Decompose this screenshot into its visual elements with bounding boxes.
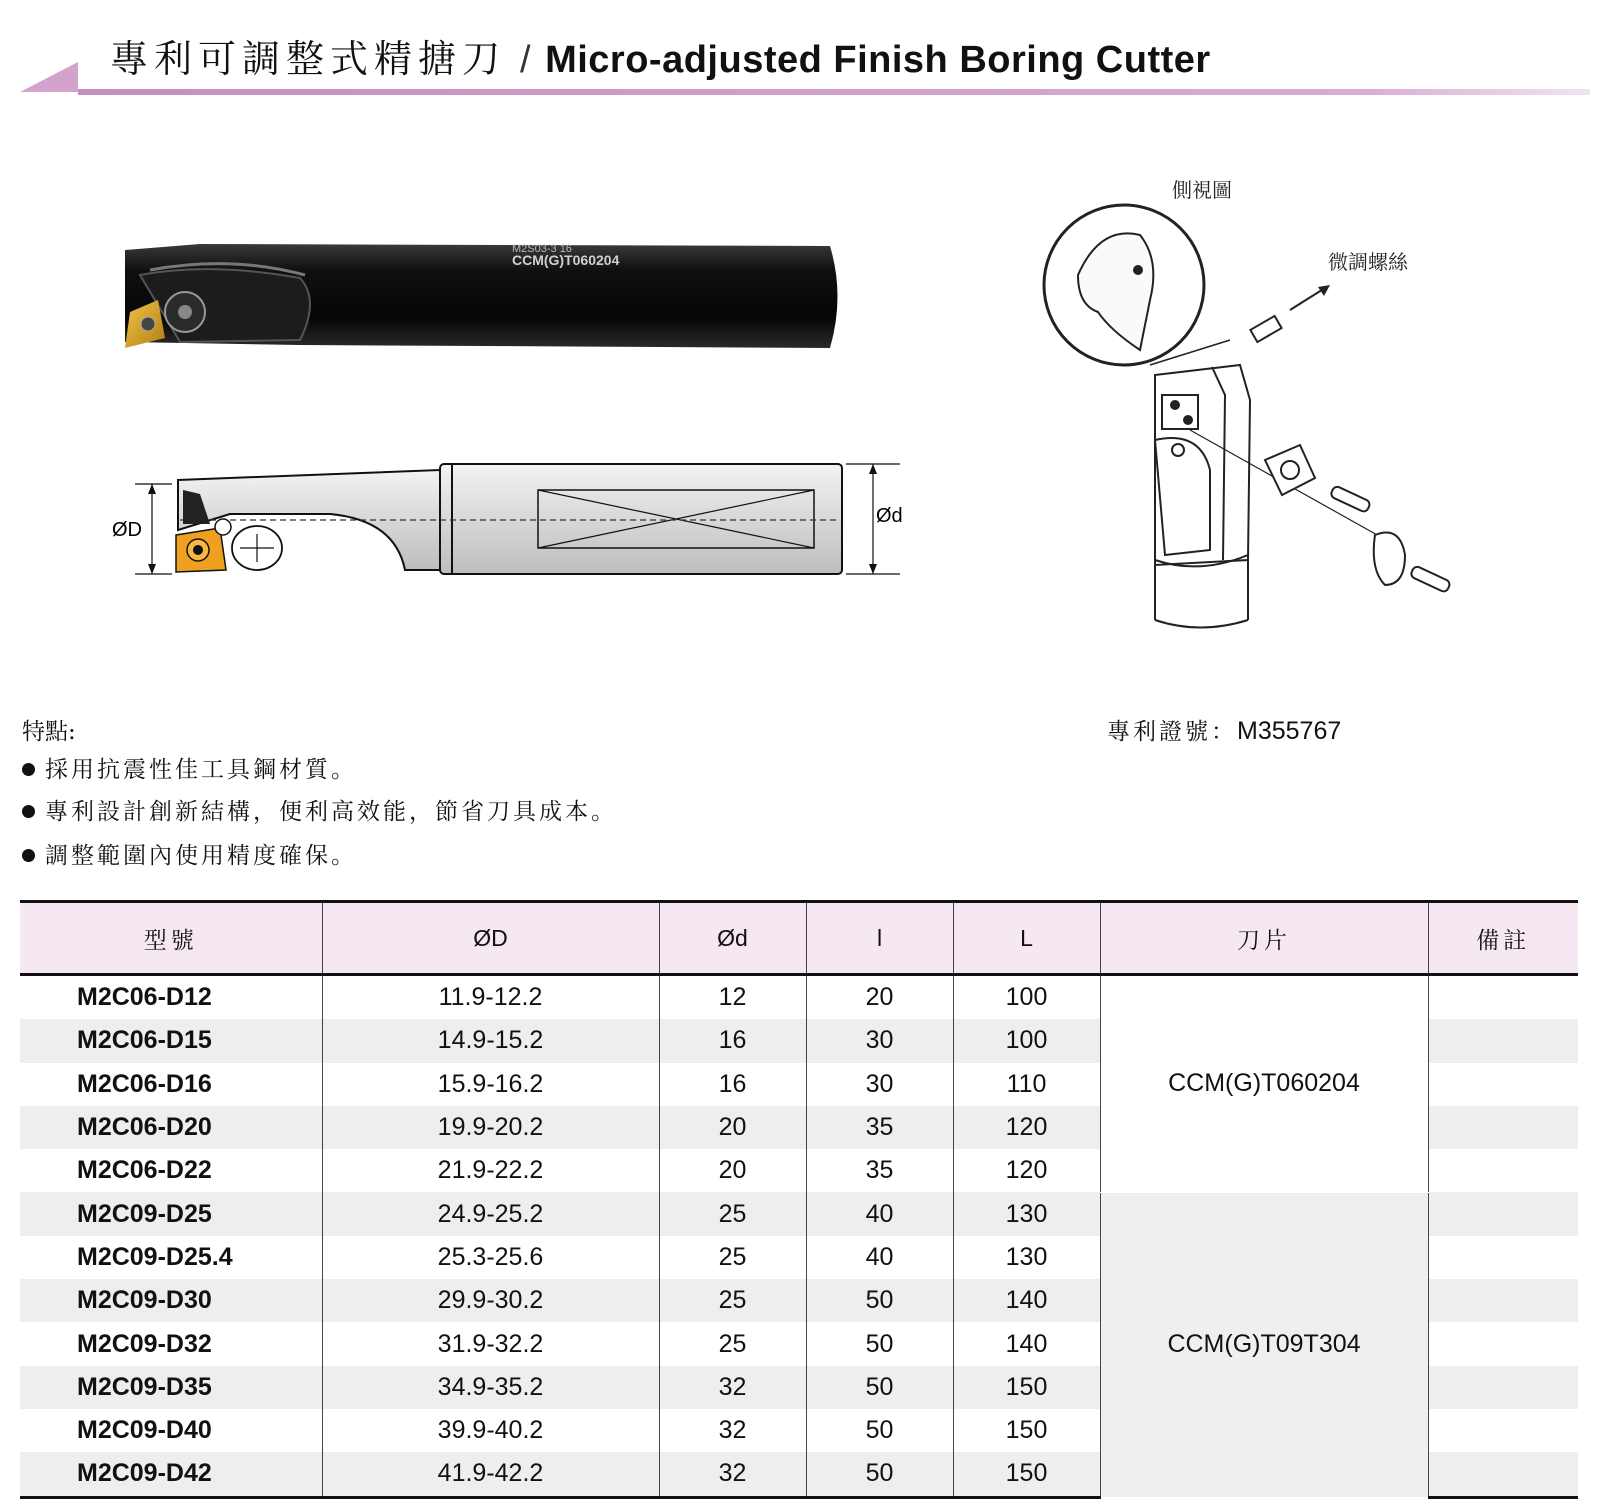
cell-D: 39.9-40.2 bbox=[322, 1409, 659, 1452]
features-section bbox=[22, 713, 617, 869]
col-header-D: ØD bbox=[322, 902, 659, 975]
cell-remarks bbox=[1428, 1279, 1578, 1322]
cell-model: M2C09-D42 bbox=[20, 1452, 322, 1497]
title-separator: / bbox=[520, 39, 532, 81]
cell-D: 41.9-42.2 bbox=[322, 1452, 659, 1497]
cell-l: 50 bbox=[806, 1279, 953, 1322]
cell-remarks bbox=[1428, 1019, 1578, 1062]
cell-L: 150 bbox=[953, 1366, 1100, 1409]
page-title bbox=[110, 28, 1211, 83]
cell-remarks bbox=[1428, 1063, 1578, 1106]
col-header-L: L bbox=[953, 902, 1100, 975]
col-header-insert: 刀片 bbox=[1100, 902, 1428, 975]
photo-marking-2: CCM(G)T060204 bbox=[512, 252, 620, 268]
cell-remarks bbox=[1428, 1452, 1578, 1497]
cell-l: 50 bbox=[806, 1322, 953, 1365]
cell-l: 30 bbox=[806, 1019, 953, 1062]
cell-l: 20 bbox=[806, 975, 953, 1020]
cell-D: 21.9-22.2 bbox=[322, 1149, 659, 1192]
spec-table bbox=[20, 900, 1578, 1499]
cell-D: 14.9-15.2 bbox=[322, 1019, 659, 1062]
label-side-view: 側視圖 bbox=[1172, 178, 1232, 202]
cell-model: M2C06-D22 bbox=[77, 1156, 212, 1185]
photo-marking-1: M2S03-3 16 bbox=[512, 243, 572, 255]
cell-model: M2C09-D32 bbox=[77, 1329, 212, 1358]
patent-label: 專利證號： bbox=[1107, 719, 1237, 745]
cell-L: 120 bbox=[953, 1149, 1100, 1192]
cell-model: M2C09-D40 bbox=[77, 1416, 212, 1445]
title-zh: 專利可調整式精搪刀 bbox=[110, 37, 507, 81]
label-D: ØD bbox=[112, 519, 142, 541]
cell-remarks bbox=[1428, 1322, 1578, 1365]
patent-value: M355767 bbox=[1237, 717, 1342, 745]
cell-L: 110 bbox=[953, 1063, 1100, 1106]
cell-d: 32 bbox=[659, 1452, 806, 1497]
cell-D: 34.9-35.2 bbox=[322, 1366, 659, 1409]
title-en: Micro-adjusted Finish Boring Cutter bbox=[545, 39, 1211, 81]
col-header-l: l bbox=[806, 902, 953, 975]
cell-remarks bbox=[1428, 1236, 1578, 1279]
cell-d: 25 bbox=[659, 1192, 806, 1235]
features-label: 特點: bbox=[22, 719, 76, 745]
cell-l: 50 bbox=[806, 1452, 953, 1497]
product-photo bbox=[125, 243, 838, 348]
bullet-icon bbox=[22, 805, 35, 818]
drawings-area bbox=[0, 120, 1600, 680]
spec-table-body bbox=[20, 975, 1578, 1498]
cell-L: 130 bbox=[953, 1192, 1100, 1235]
cell-model: M2C09-D35 bbox=[20, 1366, 322, 1409]
cell-D: 19.9-20.2 bbox=[322, 1106, 659, 1149]
cell-L: 140 bbox=[953, 1279, 1100, 1322]
cell-insert: CCM(G)T060204 bbox=[1100, 975, 1428, 1193]
cell-D: 11.9-12.2 bbox=[322, 975, 659, 1020]
cell-d: 25 bbox=[659, 1279, 806, 1322]
cell-L: 100 bbox=[953, 1019, 1100, 1062]
table-header-row bbox=[20, 902, 1578, 975]
feature-item: 調整範圍內使用精度確保。 bbox=[22, 837, 357, 870]
cell-D: 29.9-30.2 bbox=[322, 1279, 659, 1322]
col-header-d: Ød bbox=[659, 902, 806, 975]
cell-L: 100 bbox=[953, 975, 1100, 1020]
cell-remarks bbox=[1428, 1106, 1578, 1149]
cell-L: 120 bbox=[953, 1106, 1100, 1149]
cell-model: M2C06-D16 bbox=[77, 1069, 212, 1098]
side-view-drawing bbox=[1044, 178, 1451, 628]
drawings-svg bbox=[0, 120, 1600, 680]
cell-model: M2C09-D25.4 bbox=[77, 1242, 233, 1271]
cell-d: 20 bbox=[659, 1149, 806, 1192]
cell-l: 30 bbox=[806, 1063, 953, 1106]
bullet-icon bbox=[22, 763, 35, 776]
cell-D: 24.9-25.2 bbox=[322, 1192, 659, 1235]
cell-l: 40 bbox=[806, 1192, 953, 1235]
cell-model: M2C06-D15 bbox=[20, 1019, 322, 1062]
cell-l: 35 bbox=[806, 1106, 953, 1149]
feature-item: 採用抗震性佳工具鋼材質。 bbox=[22, 751, 357, 784]
table-row bbox=[20, 975, 1578, 1020]
cell-D: 25.3-25.6 bbox=[322, 1236, 659, 1279]
cell-d: 16 bbox=[659, 1019, 806, 1062]
cell-l: 50 bbox=[806, 1366, 953, 1409]
page-header bbox=[0, 0, 1600, 100]
cell-model: M2C06-D20 bbox=[20, 1106, 322, 1149]
cell-D: 31.9-32.2 bbox=[322, 1322, 659, 1365]
dimension-drawing bbox=[112, 464, 903, 574]
feature-item: 專利設計創新結構，便利高效能，節省刀具成本。 bbox=[22, 793, 617, 826]
cell-d: 25 bbox=[659, 1236, 806, 1279]
cell-remarks bbox=[1428, 975, 1578, 1020]
cell-l: 35 bbox=[806, 1149, 953, 1192]
cell-L: 140 bbox=[953, 1322, 1100, 1365]
cell-d: 32 bbox=[659, 1409, 806, 1452]
patent-number bbox=[1107, 713, 1341, 746]
cell-d: 16 bbox=[659, 1063, 806, 1106]
label-d: Ød bbox=[876, 505, 903, 527]
cell-l: 50 bbox=[806, 1409, 953, 1452]
bullet-icon bbox=[22, 849, 35, 862]
cell-d: 20 bbox=[659, 1106, 806, 1149]
cell-D: 15.9-16.2 bbox=[322, 1063, 659, 1106]
cell-insert: CCM(G)T09T304 bbox=[1100, 1192, 1428, 1497]
cell-d: 12 bbox=[659, 975, 806, 1020]
cell-remarks bbox=[1428, 1149, 1578, 1192]
cell-d: 25 bbox=[659, 1322, 806, 1365]
cell-model: M2C09-D30 bbox=[20, 1279, 322, 1322]
table-row bbox=[20, 1192, 1578, 1235]
col-header-remarks: 備註 bbox=[1428, 902, 1578, 975]
cell-remarks bbox=[1428, 1192, 1578, 1235]
col-header-model: 型號 bbox=[20, 902, 322, 975]
cell-l: 40 bbox=[806, 1236, 953, 1279]
cell-remarks bbox=[1428, 1366, 1578, 1409]
cell-model: M2C09-D25 bbox=[20, 1192, 322, 1235]
label-adjust-screw: 微調螺絲 bbox=[1328, 250, 1408, 274]
cell-d: 32 bbox=[659, 1366, 806, 1409]
cell-L: 130 bbox=[953, 1236, 1100, 1279]
cell-model: M2C06-D12 bbox=[77, 983, 212, 1012]
cell-L: 150 bbox=[953, 1452, 1100, 1497]
cell-L: 150 bbox=[953, 1409, 1100, 1452]
cell-remarks bbox=[1428, 1409, 1578, 1452]
